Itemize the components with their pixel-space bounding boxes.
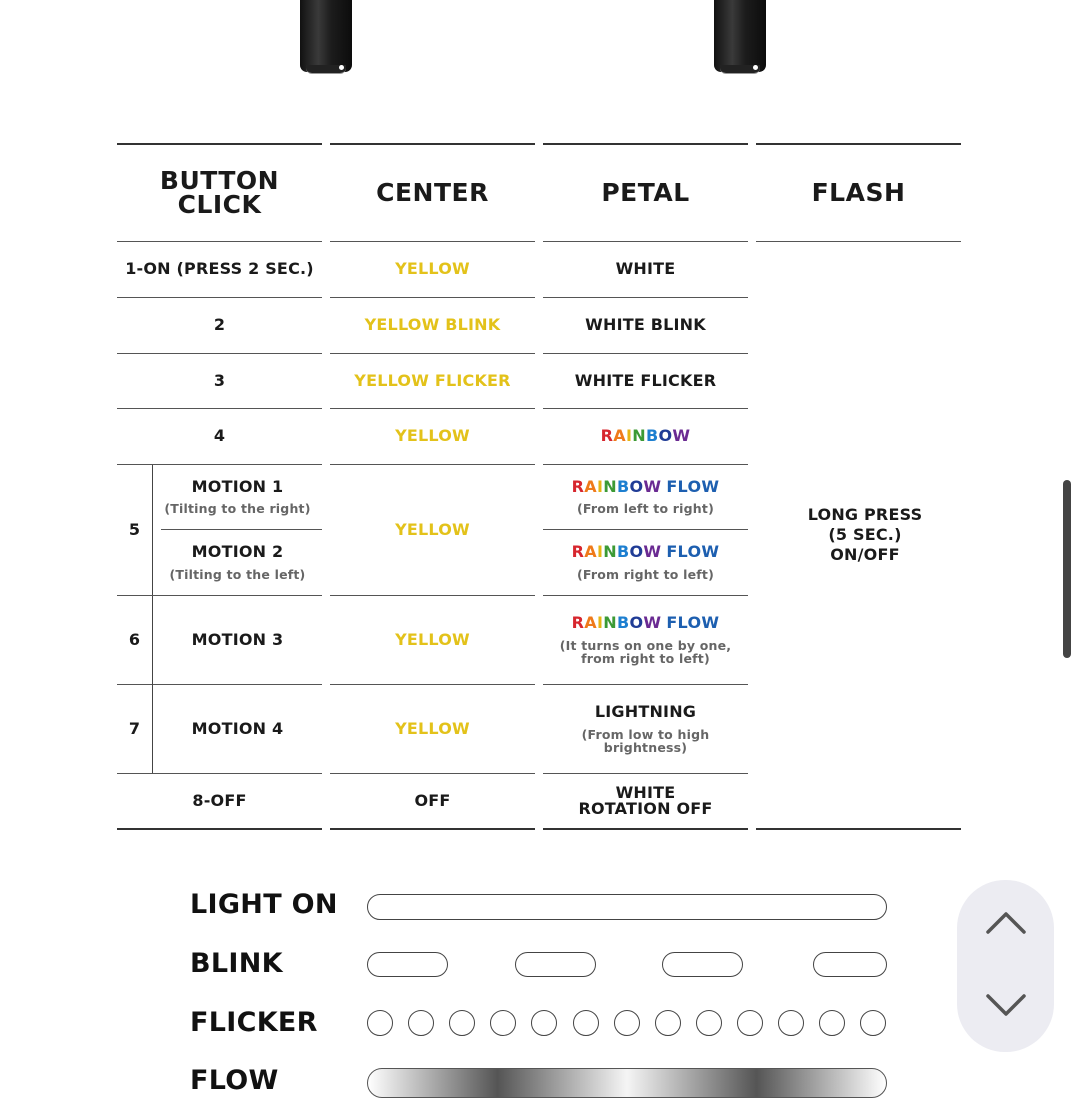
legend-flow-label: FLOW [190, 1065, 279, 1096]
row8-petal [543, 774, 748, 828]
flash-line1: LONG PRESS [807, 505, 923, 524]
row3-center: YELLOW FLICKER [354, 370, 511, 390]
row7-petal-sub1: (From low to high [581, 726, 710, 742]
motion2-label: MOTION 2 [191, 542, 284, 562]
row1-click: 1-ON (PRESS 2 SEC.) [125, 259, 314, 279]
flicker-dot [614, 1010, 640, 1036]
flicker-dot [367, 1010, 393, 1036]
flicker-dot [778, 1010, 804, 1036]
row3-petal: WHITE FLICKER [574, 370, 717, 390]
row4-center: YELLOW [395, 426, 470, 446]
row3-click: 3 [213, 370, 226, 390]
row6-num: 6 [128, 629, 141, 649]
table-rule [330, 828, 535, 830]
row7-label: MOTION 4 [191, 718, 284, 738]
scroll-up-button[interactable] [957, 892, 1054, 952]
legend-light-on-label: LIGHT ON [190, 889, 338, 920]
row2-center: YELLOW BLINK [364, 315, 501, 335]
rainbow-word: RAINBOW [600, 426, 691, 446]
rainbow-flow-label [572, 544, 720, 561]
rainbow-flow-label [571, 476, 720, 496]
header-flash: FLASH [811, 177, 906, 207]
row8-click: 8-OFF [192, 790, 247, 810]
table-rule [543, 828, 748, 830]
rainbow-flow-label [571, 612, 720, 632]
row7-num: 7 [128, 718, 141, 738]
motion1-label: MOTION 1 [191, 476, 284, 496]
row8-petal-line1: WHITE [615, 783, 676, 803]
header-button-click [117, 145, 322, 241]
row6-center: YELLOW [395, 629, 470, 649]
motion2-sub: (Tilting to the left) [169, 566, 306, 582]
blink-pattern-pill [662, 952, 743, 977]
flow-pattern-bar [367, 1068, 887, 1098]
lightstick-handle-right-image [714, 0, 766, 72]
scroll-down-button[interactable] [957, 976, 1054, 1036]
chevron-up-icon [985, 909, 1027, 935]
row1-petal: WHITE [615, 259, 676, 279]
flicker-dot [655, 1010, 681, 1036]
flicker-dot [408, 1010, 434, 1036]
flicker-dot [490, 1010, 516, 1036]
row5-motion1 [153, 465, 322, 529]
motion2-petal-sub: (From right to left) [576, 566, 714, 582]
row7-petal-sub2: brightness) [603, 739, 688, 755]
header-center: CENTER [376, 177, 489, 207]
row4-petal-rainbow [543, 409, 748, 464]
row5-motion2 [153, 530, 322, 595]
header-petal: PETAL [601, 177, 690, 207]
row7-petal [543, 685, 748, 773]
blink-pattern-pill [515, 952, 596, 977]
row8-center: OFF [414, 790, 451, 810]
lightning-label: LIGHTNING [594, 701, 697, 721]
flow-word: FLOW [666, 612, 720, 632]
table-rule [117, 828, 322, 830]
rainbow-word: RAINBOW [571, 612, 662, 632]
row6-petal [543, 596, 748, 684]
row8-petal-line2: ROTATION OFF [578, 799, 713, 818]
flow-word: FLOW [666, 476, 720, 496]
flow-word: FLOW [666, 542, 720, 562]
chevron-down-icon [985, 993, 1027, 1019]
flicker-dot [737, 1010, 763, 1036]
row7-center: YELLOW [395, 718, 470, 738]
row5-motion2-petal [543, 530, 748, 595]
lightstick-handle-left-image [300, 0, 352, 72]
legend-flicker-label: FLICKER [190, 1007, 318, 1038]
rainbow-word: RAINBOW [571, 542, 662, 562]
header-button-click-line1: BUTTON [159, 165, 280, 195]
flicker-dot [819, 1010, 845, 1036]
scroll-nav-control [957, 880, 1054, 1052]
row5-num: 5 [128, 519, 141, 539]
row6-label: MOTION 3 [191, 629, 284, 649]
flash-cell [770, 242, 960, 828]
motion1-petal-sub: (From left to right) [576, 501, 714, 517]
blink-pattern-pill [367, 952, 448, 977]
row6-petal-sub1: (It turns on one by one, [559, 637, 732, 653]
legend-blink-label: BLINK [190, 948, 283, 979]
light-on-pattern-bar [367, 894, 887, 920]
flicker-dot [573, 1010, 599, 1036]
row1-center: YELLOW [395, 259, 470, 279]
flicker-dot [449, 1010, 475, 1036]
row5-center: YELLOW [395, 519, 470, 539]
row4-click: 4 [213, 426, 226, 446]
row5-motion1-petal [543, 465, 748, 529]
row2-petal: WHITE BLINK [585, 315, 706, 335]
blink-pattern-pill [813, 952, 887, 977]
flash-line2: (5 SEC.) [828, 525, 902, 544]
rainbow-word: RAINBOW [571, 476, 662, 496]
header-button-click-line2: CLICK [177, 190, 262, 219]
motion1-sub: (Tilting to the right) [164, 501, 311, 517]
table-rule [756, 828, 961, 830]
flicker-dot [531, 1010, 557, 1036]
row2-click: 2 [213, 315, 226, 335]
flicker-dot [860, 1010, 886, 1036]
flash-line3: ON/OFF [830, 545, 900, 564]
vertical-scrollbar[interactable] [1063, 480, 1071, 658]
flicker-dot [696, 1010, 722, 1036]
row6-petal-sub2: from right to left) [581, 650, 710, 666]
